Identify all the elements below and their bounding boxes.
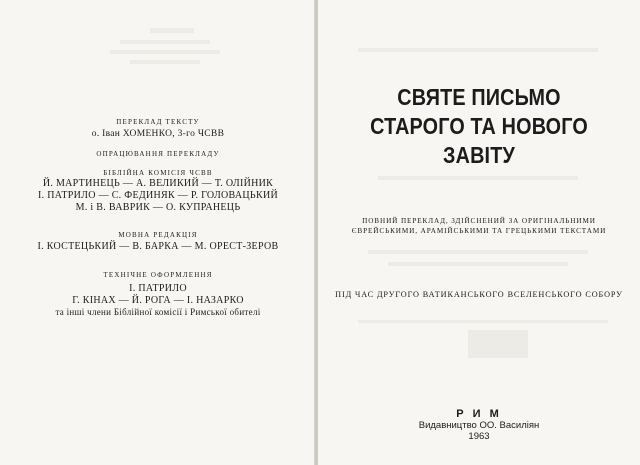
- language-editors: І. КОСТЕЦЬКИЙ — В. БАРКА — М. ОРЕСТ-ЗЕРОВ: [37, 241, 279, 252]
- commission-line-3: М. і В. ВАВРИК — О. КУПРАНЕЦЬ: [75, 202, 241, 213]
- publication-year: 1963: [468, 431, 490, 442]
- language-heading: МОВНА РЕДАКЦІЯ: [118, 231, 198, 239]
- publication-city: Р И М: [456, 408, 502, 420]
- technical-heading: ТЕХНІЧНЕ ОФОРМЛЕННЯ: [103, 271, 213, 279]
- technical-line-1: І. ПАТРИЛО: [129, 283, 187, 294]
- title-line-3: ЗАВІТУ: [443, 142, 515, 168]
- subtitle-line-2: ЄВРЕЙСЬКИМИ, АРАМІЙСЬКИМИ ТА ГРЕЦЬКИМИ ТЕКСТАМИ: [351, 227, 607, 235]
- translator-name: о. Іван ХОМЕНКО, 3-го ЧСВВ: [91, 129, 225, 139]
- subtitle-line-1: ПОВНИЙ ПЕРЕКЛАД, ЗДІЙСНЕНИЙ ЗА ОРИГІНАЛЬНИМИ: [362, 217, 596, 225]
- right-page: [318, 0, 640, 465]
- technical-line-3: та інші члени Біблійної комісії і Римської обителі: [55, 307, 261, 317]
- editing-heading: ОПРАЦЮВАННЯ ПЕРЕКЛАДУ: [96, 150, 220, 158]
- title-line-2: СТАРОГО ТА НОВОГО: [370, 113, 588, 139]
- publisher-name: Видавництво ОО. Василіян: [418, 420, 540, 431]
- translation-heading: ПЕРЕКЛАД ТЕКСТУ: [116, 118, 200, 126]
- technical-line-2: Г. КІНАХ — Й. РОГА — І. НАЗАРКО: [72, 295, 244, 306]
- commission-line-1: Й. МАРТИНЕЦЬ — А. ВЕЛИКИЙ — Т. ОЛІЙНИК: [42, 178, 274, 189]
- title-line-1: СВЯТЕ ПИСЬМО: [397, 84, 561, 110]
- left-page: [0, 0, 316, 465]
- commission-heading: БІБЛІЙНА КОМІСІЯ ЧСВВ: [103, 169, 213, 177]
- commission-line-2: І. ПАТРИЛО — С. ФЕДИНЯК — Р. ГОЛОВАЦЬКИЙ: [38, 190, 278, 201]
- council-line: ПІД ЧАС ДРУГОГО ВАТИКАНСЬКОГО ВСЕЛЕНСЬКОГО СОБОРУ: [335, 290, 623, 299]
